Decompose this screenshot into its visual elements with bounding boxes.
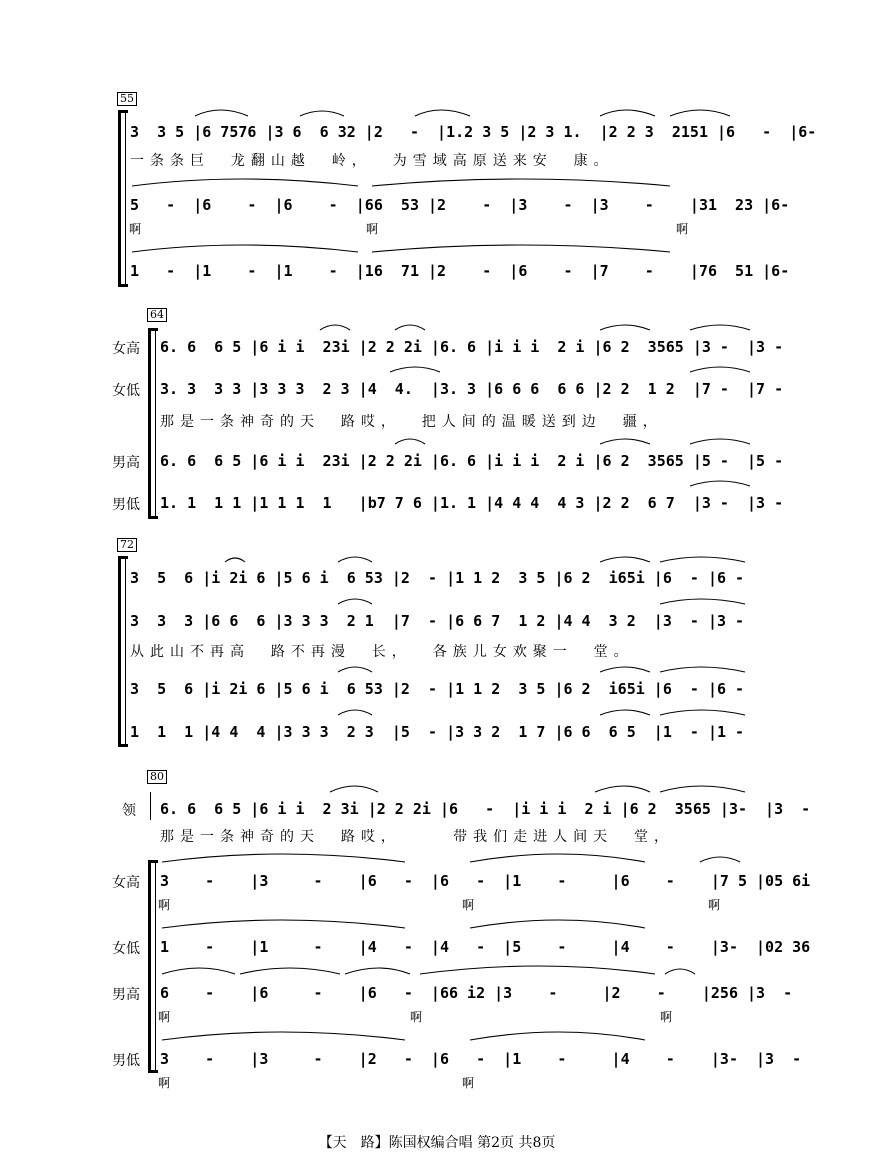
lyric-syllable: 啊: [660, 1010, 673, 1024]
lyric-line: 一条条巨 龙翻山越 岭， 为雪域高原送来安 康。: [130, 153, 614, 169]
lyric-syllable: 啊: [158, 1010, 171, 1024]
measure-number: 55: [117, 92, 137, 106]
staff-row-tenor: 6 - |6 - |6 - |66 i2 |3 - |2 - |256 |3 -: [160, 984, 793, 1002]
staff-row-tenor: 3 5 6 |i 2i 6 |5 6 i 6 53 |2 - |1 1 2 3 5 |6 2 i65i |6 - |6 -: [130, 680, 745, 698]
staff-row-soprano: 3 3 5 |6 7576 |3 6 6 32 |2 - |1.2 3 5 |2 3 1. |2 2 3 2151 |6 - |6-: [130, 123, 817, 141]
lyric-syllable: 啊: [158, 898, 171, 912]
measure-number: 72: [117, 538, 137, 552]
staff-row-alto: 5 - |6 - |6 - |66 53 |2 - |3 - |3 - |31 23 |6-: [130, 196, 790, 214]
lyric-syllable: 啊: [462, 898, 475, 912]
staff-row-bass: 1 1 1 |4 4 4 |3 3 3 2 3 |5 - |3 3 2 1 7 |6 6 6 5 |1 - |1 -: [130, 723, 745, 741]
voice-label-tenor: 男高: [112, 987, 140, 1003]
voice-label-tenor: 男高: [112, 455, 140, 471]
lyric-syllable: 啊: [462, 1076, 475, 1090]
voice-label-alto: 女低: [112, 383, 140, 399]
staff-row-alto: 3. 3 3 3 |3 3 3 2 3 |4 4. |3. 3 |6 6 6 6 6 |2 2 1 2 |7 - |7 -: [160, 380, 784, 398]
voice-label-alto: 女低: [112, 941, 140, 957]
staff-row-bass: 3 - |3 - |2 - |6 - |1 - |4 - |3- |3 -: [160, 1050, 802, 1068]
staff-row-alto: 1 - |1 - |4 - |4 - |5 - |4 - |3- |02 36: [160, 938, 811, 956]
staff-row-soprano: 6. 6 6 5 |6 i i 23i |2 2 2i |6. 6 |i i i 2 i |6 2 3565 |3 - |3 -: [160, 338, 784, 356]
voice-label-soprano: 女高: [112, 875, 140, 891]
measure-number: 64: [147, 308, 167, 322]
lyric-syllable: 啊: [708, 898, 721, 912]
staff-row-soprano: 3 - |3 - |6 - |6 - |1 - |6 - |7 5 |05 6i: [160, 872, 811, 890]
staff-row-lead: 6. 6 6 5 |6 i i 2 3i |2 2 2i |6 - |i i i 2 i |6 2 3565 |3- |3 -: [160, 800, 811, 818]
voice-label-bass: 男低: [112, 497, 140, 513]
staff-row-tenor: 6. 6 6 5 |6 i i 23i |2 2 2i |6. 6 |i i i 2 i |6 2 3565 |5 - |5 -: [160, 452, 784, 470]
lyric-syllable: 啊: [129, 222, 142, 236]
voice-label-lead: 领: [122, 803, 136, 819]
lyric-line: 从此山不再高 路不再漫 长， 各族儿女欢聚一 堂。: [130, 644, 634, 660]
lyric-syllable: 啊: [366, 222, 379, 236]
staff-row-soprano: 3 5 6 |i 2i 6 |5 6 i 6 53 |2 - |1 1 2 3 5 |6 2 i65i |6 - |6 -: [130, 569, 745, 587]
staff-row-bass: 1. 1 1 1 |1 1 1 1 |b7 7 6 |1. 1 |4 4 4 4 3 |2 2 6 7 |3 - |3 -: [160, 494, 784, 512]
staff-row-alto: 3 3 3 |6 6 6 |3 3 3 2 1 |7 - |6 6 7 1 2 |4 4 3 2 |3 - |3 -: [130, 612, 745, 630]
lyric-syllable: 啊: [158, 1076, 171, 1090]
voice-label-soprano: 女高: [112, 341, 140, 357]
staff-row-bass: 1 - |1 - |1 - |16 71 |2 - |6 - |7 - |76 51 |6-: [130, 262, 790, 280]
measure-number: 80: [147, 770, 167, 784]
lyric-syllable: 啊: [676, 222, 689, 236]
lyric-line: 那是一条神奇的天 路哎， 把人间的温暖送到边 疆，: [160, 414, 663, 430]
lyric-syllable: 啊: [410, 1010, 423, 1024]
voice-label-bass: 男低: [112, 1053, 140, 1069]
lyric-line: 那是一条神奇的天 路哎， 带我们走进人间天 堂，: [160, 829, 675, 845]
page-footer: 【天 路】陈国权编合唱 第2页 共8页: [318, 1135, 556, 1151]
